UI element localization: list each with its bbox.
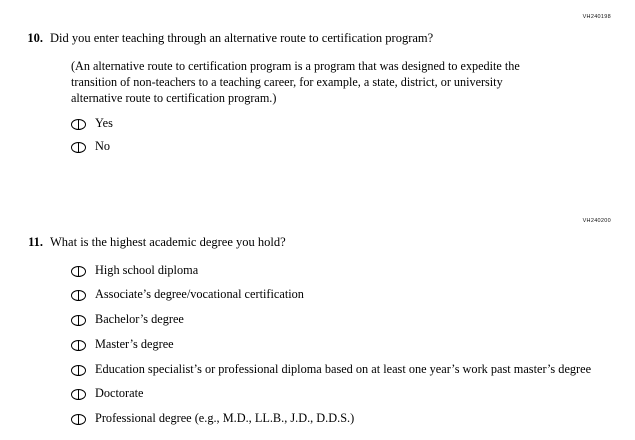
option-row[interactable]: [71, 263, 614, 279]
option-label: Associate’s degree/vocational certification: [95, 287, 304, 302]
question-block-10: [24, 31, 614, 162]
option-label: No: [95, 139, 111, 154]
radio-bubble-icon[interactable]: [71, 119, 86, 130]
question-text: What is the highest academic degree you hold?: [50, 235, 286, 249]
option-label: Master’s degree: [95, 336, 174, 351]
radio-bubble-icon[interactable]: [71, 266, 86, 277]
radio-bubble-icon[interactable]: [71, 340, 86, 351]
question-note: (An alternative route to certification program is a program that was designed to expedite the transition of non-teachers to a teaching career, for example, a state, district, or university alternative route to certification program.): [71, 58, 520, 106]
radio-bubble-icon[interactable]: [71, 315, 86, 326]
option-label: Bachelor’s degree: [95, 312, 184, 327]
option-row[interactable]: [71, 337, 614, 353]
option-row[interactable]: [71, 411, 614, 427]
radio-bubble-icon[interactable]: [71, 365, 86, 376]
variable-code-q11: VH240200: [582, 218, 611, 224]
option-label: Education specialist’s or professional diploma based on at least one year’s work past master’s degree: [95, 361, 592, 376]
question-number: 10.: [27, 31, 43, 45]
option-label: Doctorate: [95, 386, 144, 401]
question-heading: [24, 31, 614, 47]
option-row[interactable]: [71, 116, 614, 132]
radio-bubble-icon[interactable]: [71, 142, 86, 153]
answer-options-q10: [71, 116, 614, 154]
option-label: High school diploma: [95, 262, 199, 277]
radio-bubble-icon[interactable]: [71, 290, 86, 301]
option-row[interactable]: [71, 362, 614, 378]
option-row[interactable]: [71, 139, 614, 155]
option-label: Professional degree (e.g., M.D., LL.B., J.D., D.D.S.): [95, 411, 355, 426]
variable-code-q10: VH240198: [582, 14, 611, 20]
question-heading: [24, 235, 614, 251]
radio-bubble-icon[interactable]: [71, 414, 86, 425]
option-row[interactable]: [71, 386, 614, 402]
question-block-11: [24, 235, 614, 436]
option-row[interactable]: [71, 287, 614, 303]
question-text: Did you enter teaching through an alternative route to certification program?: [50, 31, 434, 45]
radio-bubble-icon[interactable]: [71, 389, 86, 400]
answer-options-q11: [71, 263, 614, 427]
option-label: Yes: [95, 116, 113, 131]
option-row[interactable]: [71, 312, 614, 328]
question-number: 11.: [28, 235, 43, 249]
